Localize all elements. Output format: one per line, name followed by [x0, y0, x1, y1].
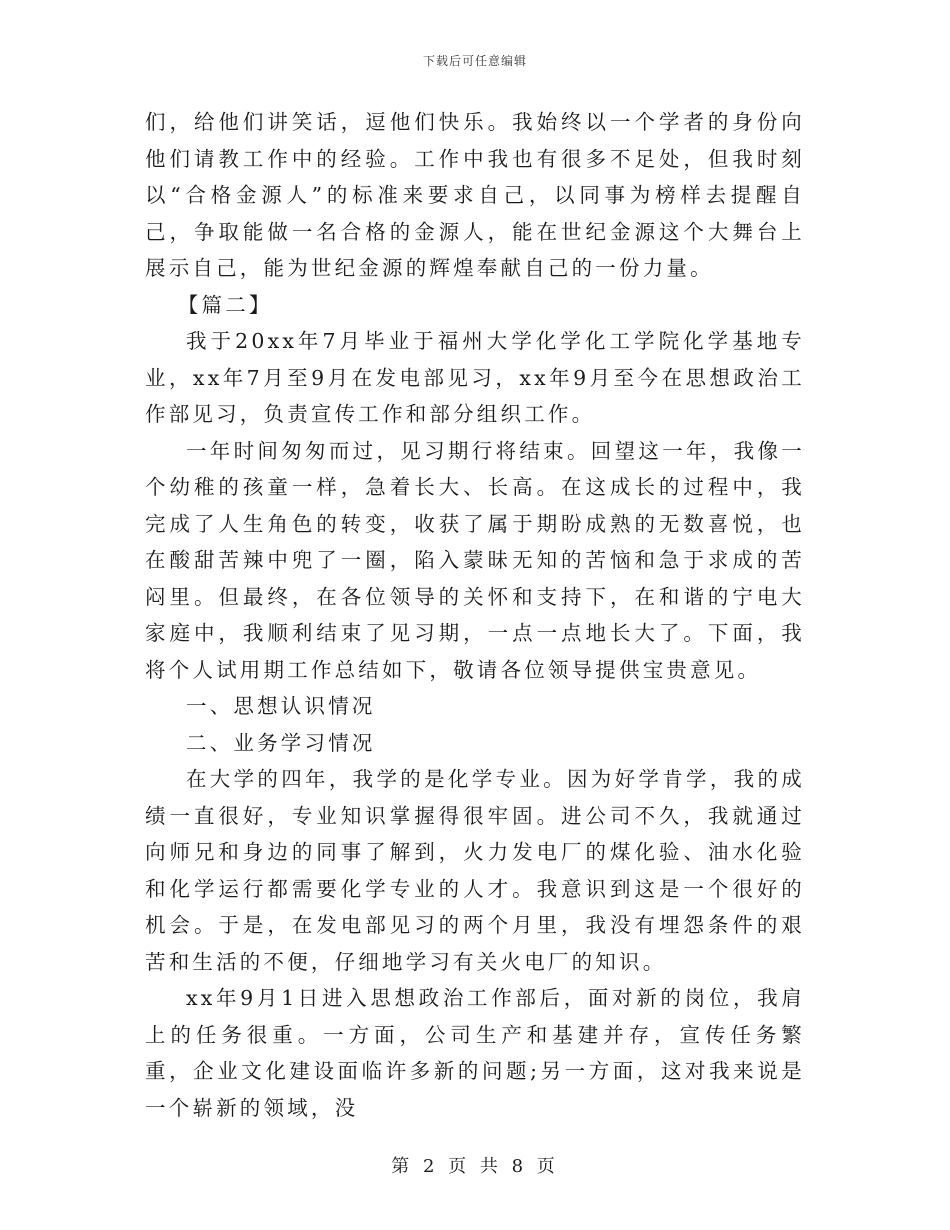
paragraph-review: 一年时间匆匆而过，见习期行将结束。回望这一年，我像一个幼稚的孩童一样，急着长大、长高。在这成长的过程中，我完成了人生角色的转变，收获了属于期盼成熟的无数喜悦，也在酸甜苦辣中兜了一圈，陷入蒙昧无知的苦恼和急于求成的苦闷里。但最终，在各位领导的关怀和支持下，在和谐的宁电大家庭中，我顺利结束了见习期，一点一点地长大了。下面，我将个人试用期工作总结如下，敬请各位领导提供宝贵意见。: [145, 438, 805, 682]
page-header: 下载后可任意编辑: [422, 54, 527, 68]
section-heading-study: 二、业务学习情况: [186, 730, 376, 755]
page-footer: 第 2 页 共 8 页: [391, 1156, 559, 1177]
paragraph-intro: 我于20xx年7月毕业于福州大学化学化工学院化学基地专业，xx年7月至9月在发电部见习，xx年9月至今在思想政治工作部见习，负责宣传工作和部分组织工作。: [145, 329, 805, 426]
paragraph-continuation: 们，给他们讲笑话，逗他们快乐。我始终以一个学者的身份向他们请教工作中的经验。工作中我也有很多不足处，但我时刻以“合格金源人”的标准来要求自己，以同事为榜样去提醒自己，争取能做一名合格的金源人，能在世纪金源这个大舞台上展示自己，能为世纪金源的辉煌奉献自己的一份力量。: [145, 110, 805, 280]
document-body: [145, 104, 805, 1126]
paragraph-university: 在大学的四年，我学的是化学专业。因为好学肯学，我的成绩一直很好，专业知识掌握得很牢固。进公司不久，我就通过向师兄和身边的同事了解到，火力发电厂的煤化验、油水化验和化学运行都需要化学专业的人才。我意识到这是一个很好的机会。于是，在发电部见习的两个月里，我没有埋怨条件的艰苦和生活的不便，仔细地学习有关火电厂的知识。: [145, 767, 805, 974]
section-heading-ideology: 一、思想认识情况: [186, 694, 376, 718]
paragraph-new-post: xx年9月1日进入思想政治工作部后，面对新的岗位，我肩上的任务很重。一方面，公司生产和基建并存，宣传任务繁重，企业文化建设面临许多新的问题;另一方面，这对我来说是一个崭新的领域，没: [145, 986, 805, 1120]
section-heading-part-two: 【篇二】: [177, 292, 273, 317]
